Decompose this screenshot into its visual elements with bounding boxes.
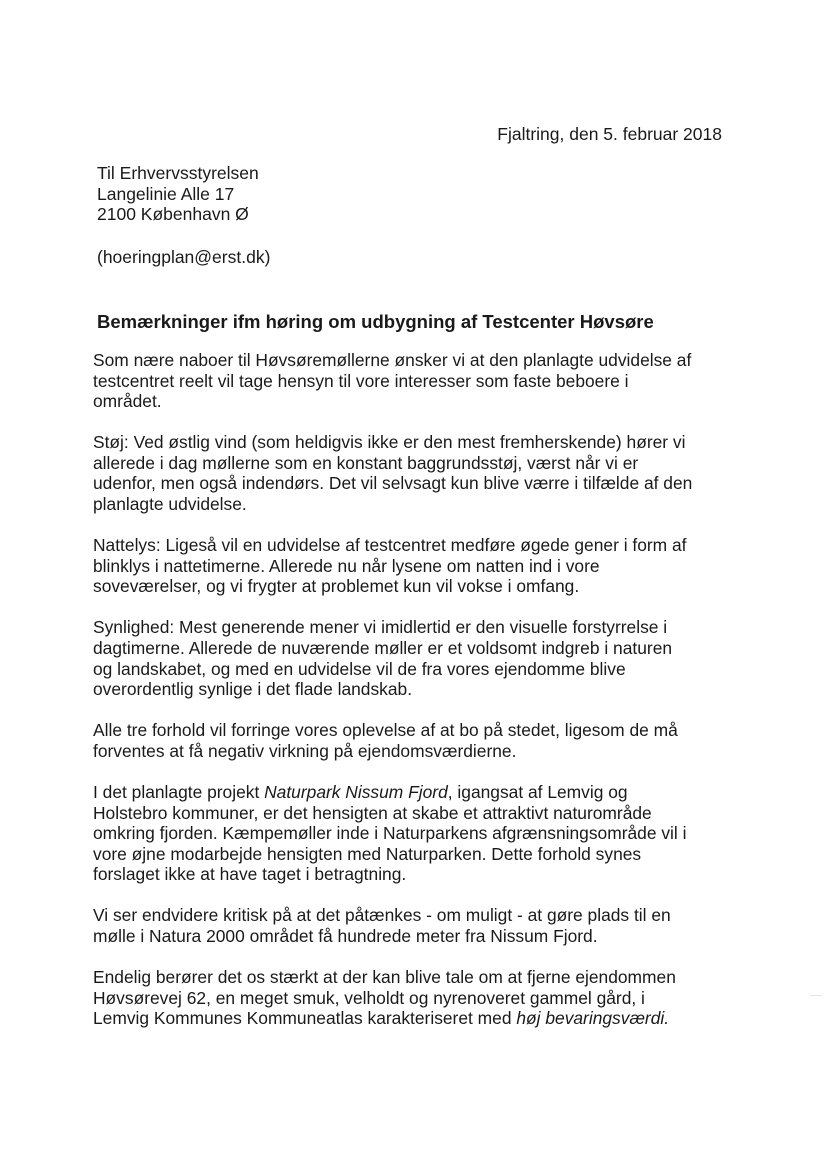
- paragraph-line: Vi ser endvidere kritisk på at det påtænkes - om muligt - at gøre plads til en: [93, 905, 671, 926]
- paragraph-line: udenfor, men også indendørs. Det vil selvsagt kun blive værre i tilfælde af den: [93, 473, 693, 494]
- paragraph-line: [93, 988, 723, 1009]
- paragraph-line: mølle i Natura 2000 området få hundrede meter fra Nissum Fjord.: [93, 926, 598, 947]
- paragraph-line: [93, 864, 723, 885]
- italic-text: høj bevaringsværdi.: [516, 1008, 670, 1029]
- recipient-street: Langelinie Alle 17: [97, 183, 235, 204]
- line-text: Endelig berører det os stærkt at der kan blive tale om at fjerne ejendommen: [93, 967, 676, 988]
- line-text: Lemvig Kommunes Kommuneatlas karakteriseret med: [93, 1008, 517, 1029]
- paragraph-line: planlagte udvidelse.: [93, 494, 247, 515]
- line-text: Holstebro kommuner, er det hensigten at skabe et attraktivt naturområde: [93, 802, 652, 823]
- line-text: I det planlagte projekt: [93, 782, 265, 802]
- scan-mark: [810, 995, 822, 996]
- paragraph-line: Nattelys: Ligeså vil en udvidelse af testcentret medføre øgede gener i form af: [93, 535, 687, 556]
- paragraph-line: [93, 823, 723, 844]
- recipient-city: 2100 København Ø: [97, 204, 249, 224]
- paragraph-line: [93, 967, 723, 988]
- line-text: forslaget ikke at have taget i betragtning.: [93, 864, 407, 885]
- paragraph-line: soveværelser, og vi frygter at problemet kun vil vokse i omfang.: [93, 576, 580, 597]
- line-text: vore øjne modarbejde hensigten med Naturparken. Dette forhold synes: [93, 843, 642, 864]
- paragraph-line: overordentlig synlige i det flade landskab.: [93, 679, 413, 700]
- paragraph-line: [93, 803, 723, 824]
- body-paragraph: [93, 535, 723, 597]
- recipient-email: (hoeringplan@erst.dk): [97, 247, 271, 267]
- paragraph-line: allerede i dag møllerne som en konstant baggrundsstøj, værst når vi er: [93, 452, 639, 473]
- paragraph-line: og landskabet, og med en udvidelse vil de fra vores ejendomme blive: [93, 658, 626, 679]
- body-paragraph: [93, 350, 723, 412]
- paragraph-line: blinklys i nattetimerne. Allerede nu når lysene om natten ind i vore: [93, 555, 600, 576]
- paragraph-line: [93, 782, 723, 803]
- paragraph-line: forventes at få negativ virkning på ejendomsværdierne.: [93, 740, 517, 761]
- letter-body: [93, 350, 723, 1049]
- paragraph-line: Alle tre forhold vil forringe vores oplevelse af at bo på stedet, ligesom de må: [93, 720, 678, 741]
- body-paragraph: [93, 720, 723, 761]
- body-paragraph: [93, 617, 723, 699]
- recipient-name: Til Erhvervsstyrelsen: [97, 163, 259, 183]
- body-paragraph: [93, 967, 723, 1029]
- body-paragraph: [93, 432, 723, 514]
- body-paragraph: [93, 905, 723, 946]
- paragraph-line: området.: [93, 391, 162, 412]
- paragraph-line: [93, 1008, 723, 1029]
- paragraph-line: Støj: Ved østlig vind (som heldigvis ikke er den mest fremherskende) hører vi: [93, 432, 686, 453]
- line-text: omkring fjorden. Kæmpemøller inde i Naturparkens afgrænsningsområde vil i: [93, 823, 687, 844]
- paragraph-line: Synlighed: Mest generende mener vi imidlertid er den visuelle forstyrrelse i: [93, 617, 668, 638]
- line-text: , igangsat af Lemvig og: [447, 782, 628, 802]
- paragraph-line: [93, 844, 723, 865]
- line-text: Høvsørevej 62, en meget smuk, velholdt og nyrenoveret gammel gård, i: [93, 987, 645, 1008]
- recipient-address: [97, 163, 259, 225]
- italic-text: Naturpark Nissum Fjord: [264, 782, 448, 802]
- body-paragraph: [93, 782, 723, 885]
- letter-date: Fjaltring, den 5. februar 2018: [497, 124, 722, 144]
- paragraph-line: testcentret reelt vil tage hensyn til vore interesser som faste beboere i: [93, 370, 629, 391]
- paragraph-line: Som nære naboer til Høvsøremøllerne ønsker vi at den planlagte udvidelse af: [93, 350, 692, 370]
- paragraph-line: dagtimerne. Allerede de nuværende møller er et voldsomt indgreb i naturen: [93, 638, 673, 659]
- letter-heading: Bemærkninger ifm høring om udbygning af Testcenter Høvsøre: [97, 311, 654, 332]
